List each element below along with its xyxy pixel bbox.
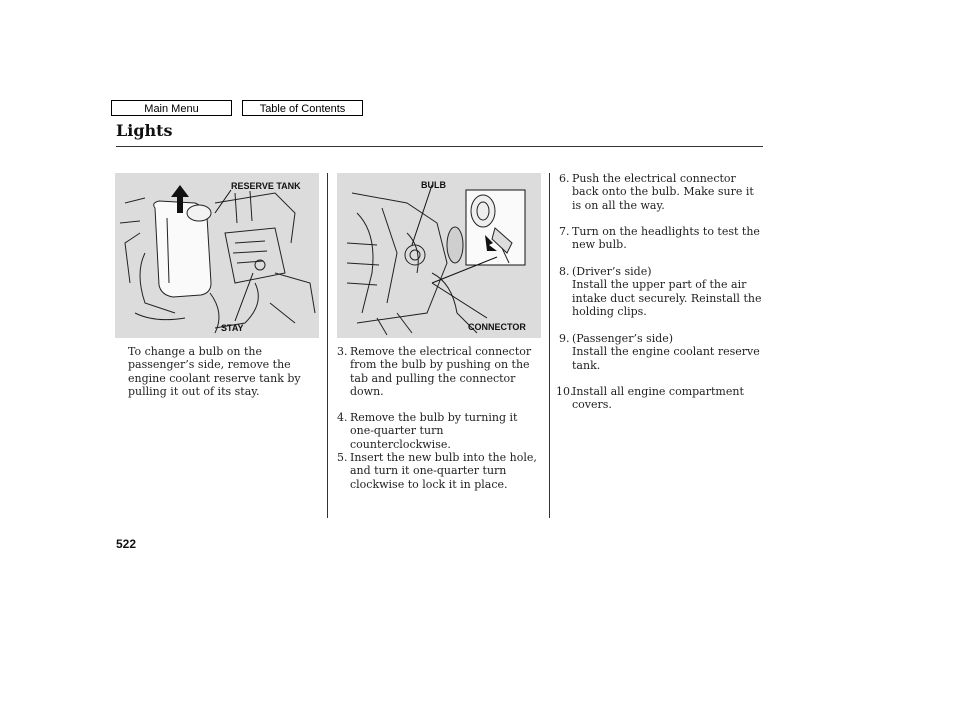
step-heading: (Driver’s side) — [572, 265, 652, 278]
step-6 — [559, 172, 765, 212]
engine-bay-drawing — [115, 173, 319, 338]
step-text: Install all engine compartment covers. — [572, 385, 744, 412]
step-text: Remove the bulb by turning it one-quarter turn counterclockwise. — [350, 411, 518, 451]
stay-label: STAY — [221, 323, 244, 333]
column-divider-1 — [327, 173, 328, 518]
step-text: Push the electrical connector back onto the bulb. Make sure it is on all the way. — [572, 172, 754, 212]
step-number: 3. — [337, 345, 348, 358]
step-10 — [556, 385, 765, 412]
step-number: 10. — [556, 385, 574, 398]
step-4 — [337, 411, 543, 451]
reserve-tank-label: RESERVE TANK — [231, 181, 301, 191]
step-8 — [559, 265, 765, 319]
step-5 — [337, 451, 543, 491]
intro-paragraph: To change a bulb on the passenger’s side, remove the engine coolant reserve tank by pulling it out of its stay. — [128, 345, 301, 399]
step-text: Turn on the headlights to test the new bulb. — [572, 225, 760, 252]
step-text: Insert the new bulb into the hole, and turn it one-quarter turn clockwise to lock it in place. — [350, 451, 537, 491]
page-title: Lights — [116, 121, 173, 140]
column-divider-2 — [549, 173, 550, 518]
main-menu-button[interactable]: Main Menu — [111, 100, 232, 116]
step-text: Install the engine coolant reserve tank. — [572, 345, 760, 372]
bulb-connector-illustration — [337, 173, 541, 338]
reserve-tank-illustration — [115, 173, 319, 338]
step-3 — [337, 345, 543, 399]
step-text: Remove the electrical connector from the bulb by pushing on the tab and pulling the connector down. — [350, 345, 532, 399]
step-number: 8. — [559, 265, 570, 278]
step-number: 4. — [337, 411, 348, 424]
step-number: 9. — [559, 332, 570, 345]
step-number: 5. — [337, 451, 348, 464]
connector-label: CONNECTOR — [468, 322, 526, 332]
title-divider — [116, 146, 763, 147]
bulb-label: BULB — [421, 180, 446, 190]
step-7 — [559, 225, 765, 252]
step-heading: (Passenger’s side) — [572, 332, 674, 345]
headlight-bulb-drawing — [337, 173, 541, 338]
step-number: 6. — [559, 172, 570, 185]
table-of-contents-button[interactable]: Table of Contents — [242, 100, 363, 116]
page-number: 522 — [116, 537, 137, 551]
step-number: 7. — [559, 225, 570, 238]
step-text: Install the upper part of the air intake duct securely. Reinstall the holding clips. — [572, 278, 762, 319]
step-9 — [559, 332, 765, 372]
